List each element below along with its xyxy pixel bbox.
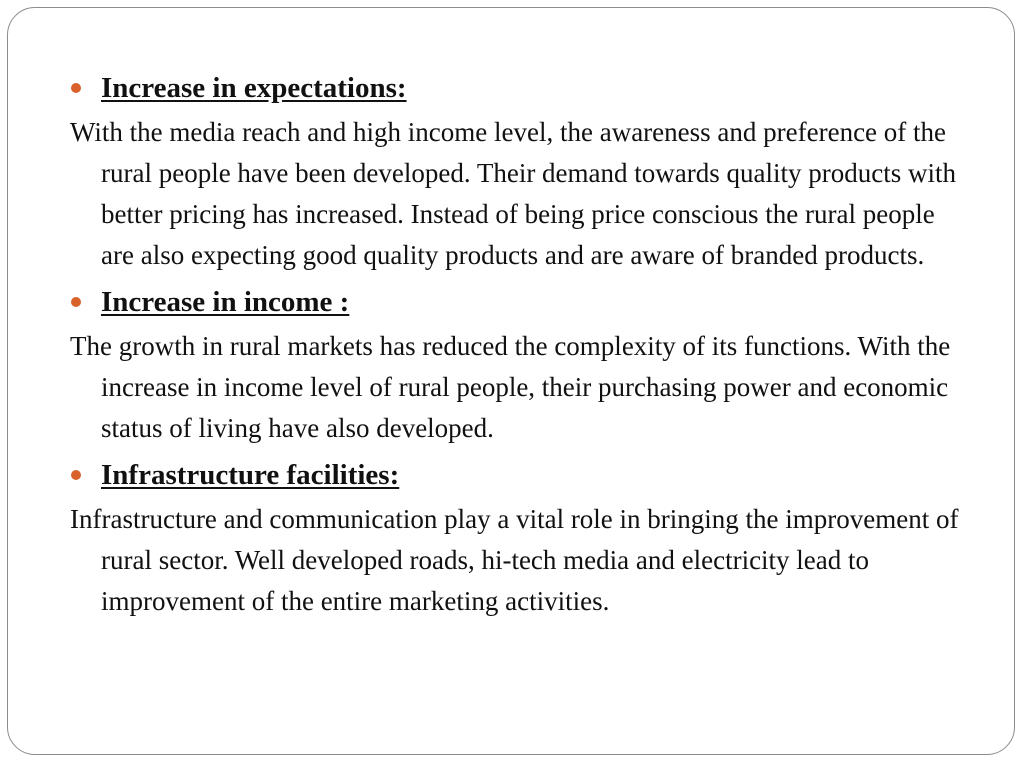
heading-text: Infrastructure facilities: <box>101 459 400 491</box>
section-body-income: The growth in rural markets has reduced the complexity of its functions. With the increase in income level of rural people, their purchasing power and economic status of living have also developed. <box>70 331 951 443</box>
section-body-infrastructure: Infrastructure and communication play a vital role in bringing the improvement of rural sector. Well developed roads, hi-tech media and electricity lead to improvement of the entire marketing activities. <box>70 504 959 616</box>
bullet-dot-icon <box>71 297 81 307</box>
slide-content <box>70 68 970 628</box>
heading-text: Increase in income : <box>101 286 350 318</box>
bullet-dot-icon <box>71 83 81 93</box>
section-body-expectations: With the media reach and high income level, the awareness and preference of the rural people have been developed. Their demand towards quality products with better pricing has increased. Instead of being price conscious the rural people are also expecting good quality products and are aware of branded products. <box>70 117 956 270</box>
heading-text: Increase in expectations: <box>101 72 407 104</box>
section-heading-expectations <box>70 68 970 108</box>
bullet-dot-icon <box>71 470 81 480</box>
slide-frame <box>7 7 1015 755</box>
section-heading-infrastructure <box>70 455 970 495</box>
section-heading-income <box>70 282 970 322</box>
